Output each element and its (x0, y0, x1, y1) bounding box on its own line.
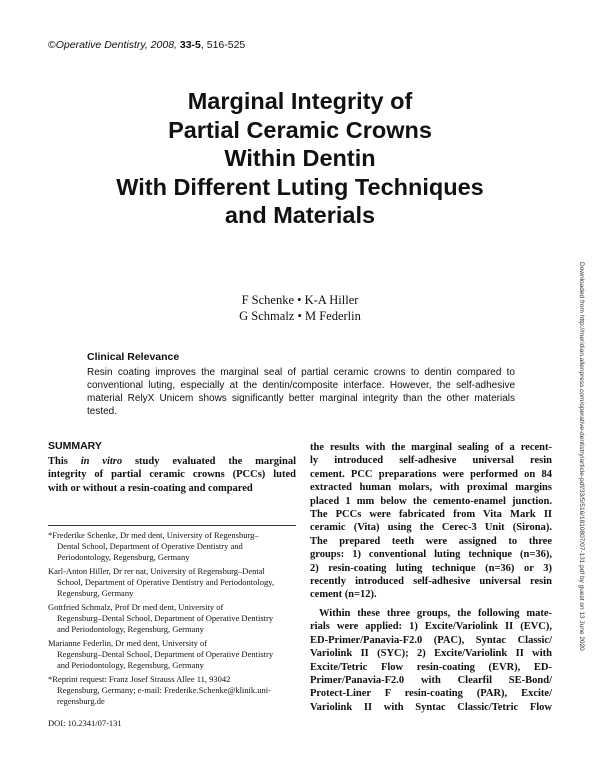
footnote-divider (48, 525, 296, 526)
affiliation-line: Dental School, Department of Operative Dentistry and (57, 541, 243, 551)
doi-label: DOI: 10.2341/07-131 (48, 718, 122, 728)
body-line: cement. PCC preparations were performed on 84 (310, 468, 552, 480)
citation-line (48, 39, 245, 51)
title-line: and Materials (224, 202, 376, 228)
affiliation-line: School, Department of Operative Dentistry and Periodontology, (57, 577, 275, 587)
affiliation-line: Regensburg, Germany (57, 588, 134, 598)
body-line: Excite/Tetric Flow resin-coating (EVR), ED- (310, 661, 552, 673)
affiliation-line: *Frederike Schenke, Dr med dent, University of Regensburg– (48, 530, 259, 540)
body-line: Primer/Panavia-F2.0 with Clearfil SE-Bond/ (310, 674, 552, 686)
clinical-relevance-heading: Clinical Relevance (87, 351, 180, 363)
relevance-line: tested. (87, 406, 118, 417)
affiliation-line: Gottfried Schmalz, Prof Dr med dent, University of (48, 602, 224, 612)
body-line: Variolink II (SYC); 2) Excite/Variolink II with (310, 648, 552, 660)
affiliation-line: Regensburg–Dental School, Department of Operative Dentistry (57, 649, 274, 659)
title-line: With Different Luting Techniques (116, 173, 484, 200)
summary-line: with or without a resin-coating and compared (48, 482, 253, 494)
body-line: ceramic (Vita) using the Cerec-3 Unit (Sirona). (310, 522, 552, 534)
volume-issue: 33-5 (179, 39, 201, 51)
right-column-text (310, 441, 552, 714)
affiliation-line: Regensburg–Dental School, Department of Operative Dentistry (57, 613, 274, 623)
body-line: 2) resin-coating luting technique (n=36) or 3) (310, 562, 552, 574)
summary-text-run: study evaluated the marginal (122, 456, 296, 467)
body-line: ly introduced self-adhesive universal resin (310, 455, 552, 467)
author-line: G Schmalz • M Federlin (239, 309, 361, 323)
affiliation-entry (48, 638, 296, 671)
reprint-request (48, 674, 296, 707)
page-range: , 516-525 (200, 39, 246, 51)
summary-line: integrity of partial ceramic crowns (PCCs) luted (48, 469, 296, 481)
summary-line (48, 455, 296, 468)
body-line: placed 1 mm below the cemento-enamel junction. (310, 495, 552, 507)
affiliation-line: Periodontology, Regensburg, Germany (57, 552, 190, 562)
author-line: F Schenke • K-A Hiller (241, 293, 359, 307)
body-line: Variolink II with Syntac Classic/Tetric Flow (310, 701, 552, 713)
author-list (150, 292, 450, 324)
title-line: Partial Ceramic Crowns (168, 116, 432, 143)
title-line: Within Dentin (224, 145, 376, 171)
article-title (60, 87, 540, 230)
body-line: The prepared teeth were assigned to three (310, 535, 552, 547)
body-line: cement (n=12). (310, 589, 377, 601)
affiliation-entry (48, 602, 296, 635)
body-line: Protect-Liner F resin-coating (PAR), Excite/ (310, 688, 552, 700)
summary-heading: SUMMARY (48, 440, 102, 452)
summary-emphasis: in vitro (80, 456, 123, 467)
affiliation-line: and Periodontology, Regensburg, Germany (57, 624, 204, 634)
affiliation-line: and Periodontology, Regensburg, Germany (57, 660, 204, 670)
affiliation-line: *Reprint request: Franz Josef Strauss Allee 11, 93042 (48, 674, 231, 684)
body-line: Within these three groups, the following mate- (319, 607, 552, 619)
affiliation-entry (48, 566, 296, 599)
relevance-line: Resin coating improves the marginal seal of partial ceramic crowns to dentin compared to (87, 367, 515, 378)
copyright-mark: © (48, 39, 56, 51)
download-watermark: Downloaded from http://meridian.allenpress.com/operative-dentistry/article-pdf/33/5/516/1810807/07-131.pdf by guest on 13 June 2020 (578, 262, 585, 651)
clinical-relevance-text (87, 366, 515, 418)
summary-text-run: This (48, 456, 81, 467)
body-line: rials were applied: 1) Excite/Variolink II (EVC), (310, 621, 552, 633)
summary-text (48, 455, 296, 495)
author-affiliations (48, 530, 296, 710)
affiliation-line: Marianne Federlin, Dr med dent, University of (48, 638, 208, 648)
body-line: recently introduced self-adhesive universal resin (310, 576, 552, 588)
body-line: groups: 1) conventional luting technique (n=36), (310, 549, 552, 561)
body-line: ED-Primer/Panavia-F2.0 (PAC), Syntac Classic/ (310, 634, 552, 646)
affiliation-line: Regensburg, Germany; e-mail: Frederike.Schenke@klinik.uni- (57, 685, 271, 695)
journal-name: Operative Dentistry, 2008, (55, 39, 180, 51)
relevance-line: material RelyX Unicem shows significantly better marginal integrity than the other materials (87, 393, 515, 404)
body-line: extracted human molars, with proximal margins (310, 482, 552, 494)
affiliation-entry (48, 530, 296, 563)
relevance-line: conventional luting, especially at the dentin/composite interface. However, the self-adhesive (87, 380, 515, 391)
title-line: Marginal Integrity of (187, 88, 413, 114)
body-line: The PCCs were fabricated from Vita Mark II (310, 509, 552, 521)
affiliation-line: Karl-Anton Hiller, Dr rer nat, University of Regensburg–Dental (48, 566, 265, 576)
body-line: the results with the marginal sealing of a recent- (310, 442, 552, 453)
affiliation-line: regensburg.de (57, 696, 105, 706)
